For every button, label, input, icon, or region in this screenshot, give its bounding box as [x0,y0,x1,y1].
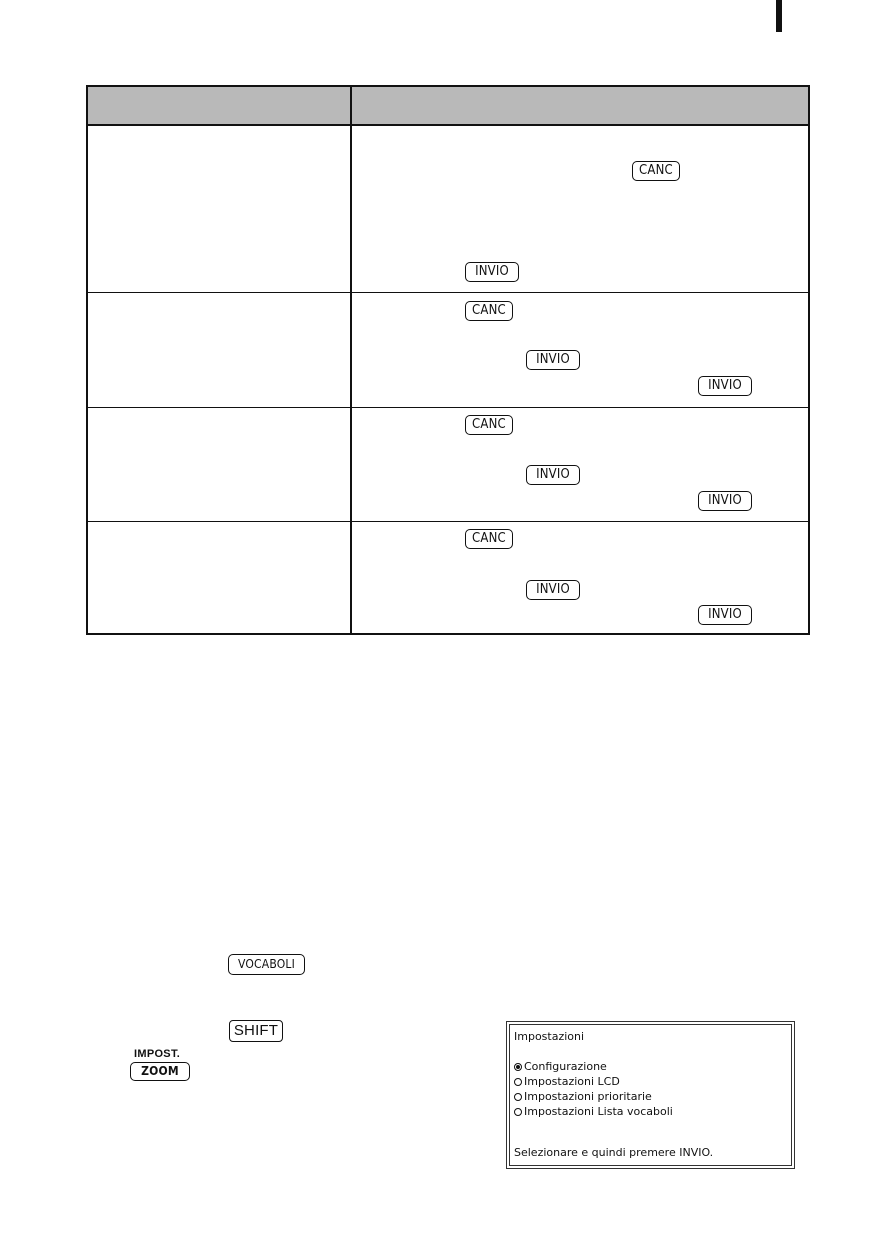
lcd-footer: Selezionare e quindi premere INVIO. [514,1146,714,1159]
lcd-option-label: Impostazioni LCD [524,1075,620,1088]
column-divider [350,87,352,633]
zoom-key: ZOOM [130,1062,190,1081]
lcd-screen [506,1021,795,1169]
lcd-inner-frame [509,1024,792,1166]
row-divider [88,407,808,408]
row-divider [88,521,808,522]
invio-key: INVIO [526,350,580,370]
radio-empty-icon [514,1093,522,1101]
vocaboli-key: VOCABOLI [228,954,305,975]
invio-key: INVIO [698,376,752,396]
radio-empty-icon [514,1108,522,1116]
row-divider [88,292,808,293]
invio-key: INVIO [698,605,752,625]
invio-key: INVIO [465,262,519,282]
lcd-option-label: Configurazione [524,1060,607,1073]
canc-key: CANC [465,415,513,435]
invio-key: INVIO [526,465,580,485]
shift-key: SHIFT [229,1020,283,1042]
lcd-option-label: Impostazioni Lista vocaboli [524,1105,673,1118]
lcd-title: Impostazioni [514,1030,585,1043]
lcd-option[interactable] [514,1104,673,1119]
canc-key: CANC [465,529,513,549]
lcd-option-list [514,1059,673,1119]
radio-empty-icon [514,1078,522,1086]
radio-selected-icon [514,1063,522,1071]
invio-key: INVIO [698,491,752,511]
lcd-option[interactable] [514,1089,673,1104]
canc-key: CANC [465,301,513,321]
lcd-option[interactable] [514,1059,673,1074]
lcd-option[interactable] [514,1074,673,1089]
settings-table [86,85,810,635]
invio-key: INVIO [526,580,580,600]
impost-caption: IMPOST. [134,1048,181,1060]
canc-key: CANC [632,161,680,181]
page-corner-mark [776,0,782,32]
table-header [88,87,808,126]
lcd-option-label: Impostazioni prioritarie [524,1090,652,1103]
